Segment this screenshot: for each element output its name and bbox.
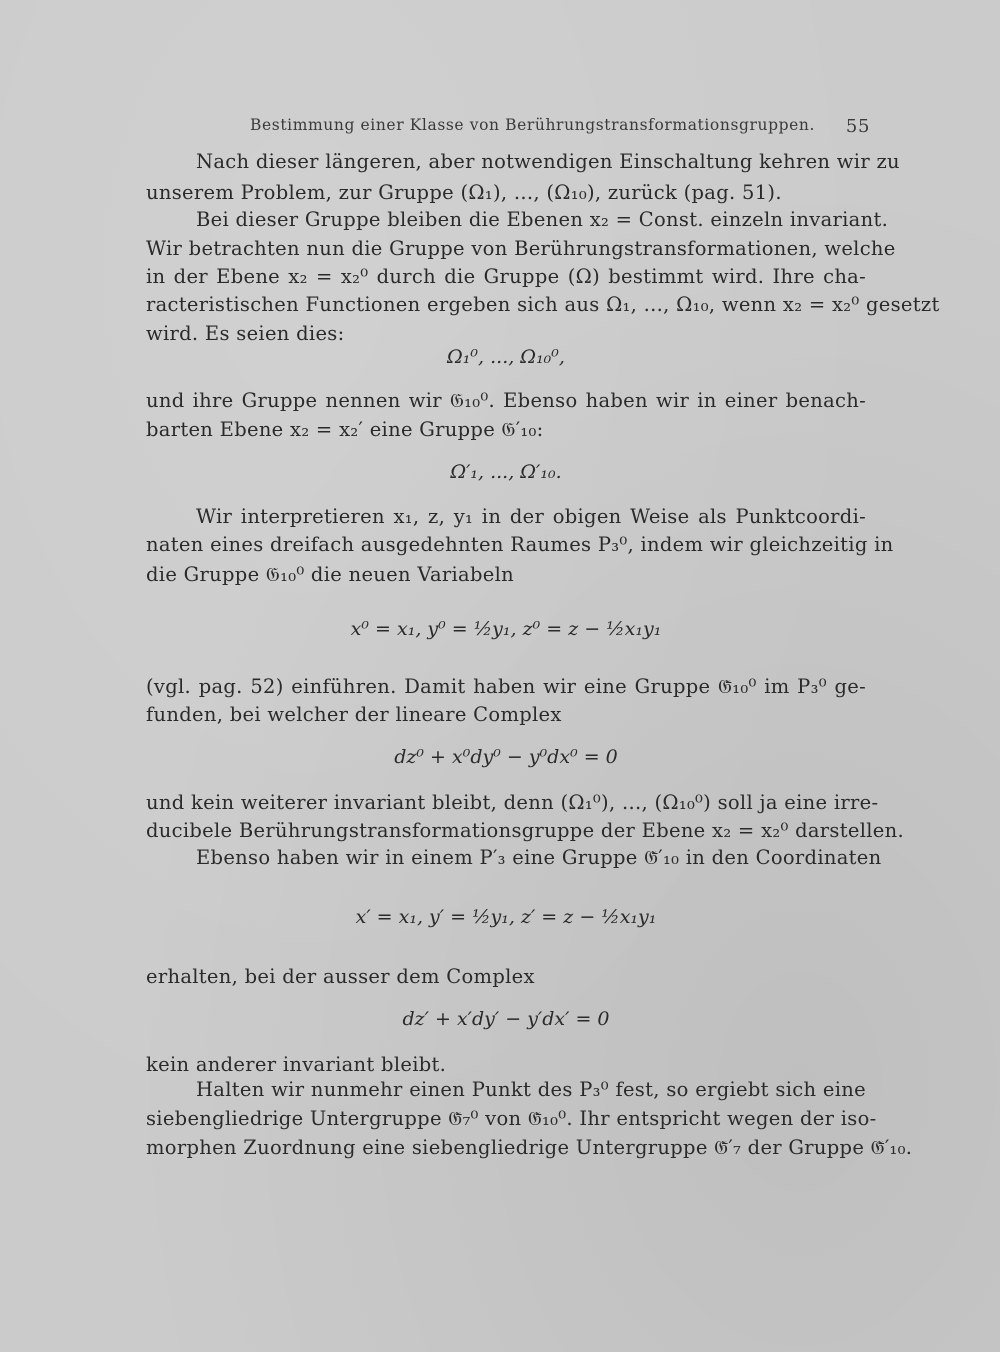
formula: dz′ + x′dy′ − y′dx′ = 0 — [402, 1008, 610, 1030]
text-line: erhalten, bei der ausser dem Complex — [146, 965, 535, 988]
running-title: Bestimmung einer Klasse von Berührungstransformationsgruppen. — [250, 116, 816, 134]
text-line: Wir betrachten nun die Gruppe von Berührungstransformationen, welche — [146, 237, 896, 260]
formula: Ω′₁, ..., Ω′₁₀. — [450, 461, 562, 483]
text-line: barten Ebene x₂ = x₂′ eine Gruppe 𝔊′₁₀: — [146, 418, 544, 441]
text-line: (vgl. pag. 52) einführen. Damit haben wir eine Gruppe 𝔊̄₁₀⁰ im P₃⁰ ge- — [146, 675, 866, 698]
text-line: in der Ebene x₂ = x₂⁰ durch die Gruppe (Ω) bestimmt wird. Ihre cha- — [146, 265, 866, 288]
page-number: 55 — [845, 116, 870, 137]
formula: Ω₁⁰, ..., Ω₁₀⁰, — [447, 346, 565, 368]
text-line: und ihre Gruppe nennen wir 𝔊₁₀⁰. Ebenso haben wir in einer benach- — [146, 389, 866, 412]
text-line: Ebenso haben wir in einem P′₃ eine Gruppe 𝔊̄′₁₀ in den Coordinaten — [196, 846, 882, 869]
text-line: kein anderer invariant bleibt. — [146, 1053, 447, 1076]
text-line: unserem Problem, zur Gruppe (Ω₁), ..., (Ω₁₀), zurück (pag. 51). — [146, 181, 782, 204]
text-line: Nach dieser längeren, aber notwendigen Einschaltung kehren wir zu — [196, 150, 900, 173]
text-line: Halten wir nunmehr einen Punkt des P₃⁰ fest, so ergiebt sich eine — [196, 1078, 866, 1101]
formula: dz⁰ + x⁰dy⁰ − y⁰dx⁰ = 0 — [394, 746, 618, 768]
text-line: die Gruppe 𝔊₁₀⁰ die neuen Variabeln — [146, 563, 514, 586]
text-line: und kein weiterer invariant bleibt, denn (Ω₁⁰), ..., (Ω₁₀⁰) soll ja eine irre- — [146, 791, 879, 814]
running-header — [250, 116, 870, 140]
text-line: naten eines dreifach ausgedehnten Raumes P₃⁰, indem wir gleichzeitig in — [146, 533, 894, 556]
text-line: ducibele Berührungstransformationsgruppe der Ebene x₂ = x₂⁰ darstellen. — [146, 819, 904, 842]
formula: x⁰ = x₁, y⁰ = ½y₁, z⁰ = z − ½x₁y₁ — [350, 618, 662, 640]
formula: x′ = x₁, y′ = ½y₁, z′ = z − ½x₁y₁ — [355, 906, 657, 928]
text-line: Wir interpretieren x₁, z, y₁ in der obigen Weise als Punktcoordi- — [196, 505, 866, 528]
text-line: funden, bei welcher der lineare Complex — [146, 703, 562, 726]
text-line: siebengliedrige Untergruppe 𝔊̄₇⁰ von 𝔊̄₁₀⁰. Ihr entspricht wegen der iso- — [146, 1107, 877, 1130]
text-line: wird. Es seien dies: — [146, 322, 345, 345]
text-line: racteristischen Functionen ergeben sich aus Ω₁, ..., Ω₁₀, wenn x₂ = x₂⁰ gesetzt — [146, 293, 940, 316]
text-line: Bei dieser Gruppe bleiben die Ebenen x₂ = Const. einzeln invariant. — [196, 208, 889, 231]
text-line: morphen Zuordnung eine siebengliedrige Untergruppe 𝔊̄′₇ der Gruppe 𝔊̄′₁₀. — [146, 1136, 913, 1159]
